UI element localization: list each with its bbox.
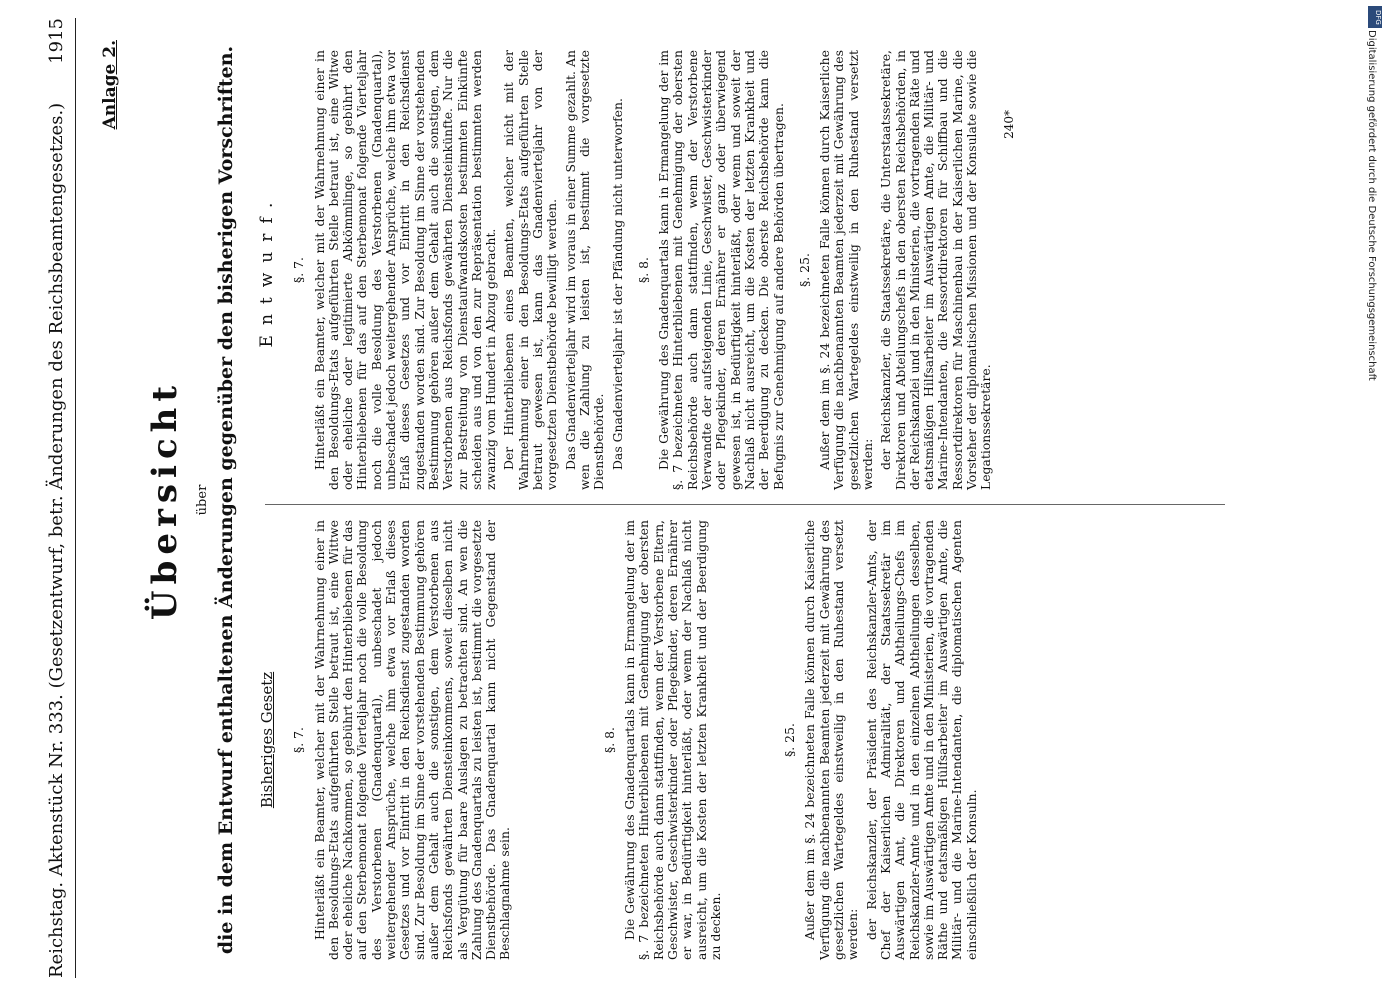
section-7-text: Hinterläßt ein Beamter, welcher mit der Wahrnehmung einer in den Besoldungs-Etats aufgeführten Stelle betraut ist, eine Wittwe oder eheliche Nachkommen, so gebührt den Hinterbliebenen für das auf den Sterbemonat folgende Vierteljahr noch die volle Besoldung des Verstorbenen (Gnadenquartal), unbeschadet jedoch weitergehender Ansprüche, welche ihm etwa vor Erlaß dieses Gesetzes und vor Eintritt in den Reichsdienst zugestanden worden sind. Zur Besoldung im Sinne der vorstehenden Bestimmung gehören außer dem Gehalt auch die sonstigen, dem Verstorbenen aus Reichsfonds gewährten Diensteinkommens, soweit dieselben nicht als Vergütung für baare Auslagen zu betrachten sind. An wen die Zahlung des Gnadenquartals zu leisten ist, bestimmt die vorgesetzte Dienstbehörde. Das Gnadenquartal kann nicht Gegenstand der Beschlagnahme sein. xyxy=(311,520,513,960)
section-7-text-2: Der Hinterbliebenen eines Beamten, welcher nicht mit der Wahrnehmung einer in den Besoldungs-Etats aufgeführten Stelle betraut gewesen ist, kann das Gnadenvierteljahr von der vorgesetzten Dienstbehörde bewilligt werden. xyxy=(501,50,560,490)
annex-label: Anlage 2. xyxy=(100,40,120,130)
section-7-text-4: Das Gnadenvierteljahr ist der Pfändung nicht unterworfen. xyxy=(609,98,625,470)
document-subtitle: die in dem Entwurf enthaltenen Änderungen gegenüber den bisherigen Vorschriften. xyxy=(215,45,237,955)
running-header xyxy=(46,18,76,978)
column-old-law xyxy=(260,520,987,960)
column-divider xyxy=(265,504,1225,505)
section-8-title: §. 8. xyxy=(635,257,651,283)
section-8-text: Die Gewährung des Gnadenquartals kann in Ermangelung der im §. 7 bezeichneten Hinterbliebenen mit Genehmigung der obersten Reichsbehörde auch dann stattfinden, wenn der Verstorbene Verwandte der aufsteigenden Linie, Geschwister, Geschwisterkinder oder Pflegekinder, deren Ernährer er ganz oder überwiegend gewesen ist, in Bedürftigkeit hinterläßt, oder wenn und soweit der Nachlaß nicht ausreicht, um die Kosten der letzten Krankheit und der Beerdigung zu decken. Die oberste Reichsbehörde kann die Befugnis zur Genehmigung auf andere Behörden übertragen. xyxy=(656,50,786,490)
header-year: 1915 xyxy=(46,18,67,64)
title-connector: über xyxy=(195,484,210,516)
section-25-text: Außer dem im §. 24 bezeichneten Falle können durch Kaiserliche Verfügung die nachbenannten Beamten jederzeit mit Gewährung des gesetzlichen Wartegeldes einstweilig in den Ruhestand versetzt werden: xyxy=(802,520,861,960)
section-25-title: §. 25. xyxy=(782,723,798,757)
column-heading-old: Bisheriges Gesetz xyxy=(258,671,276,809)
funding-note: Digitalisierung gefördert durch die Deutsche Forschungsgemeinschaft xyxy=(1366,30,1377,381)
section-25-title: §. 25. xyxy=(796,253,812,287)
header-left: Reichstag. Aktenstück Nr. 333. (Gesetzentwurf, betr. Änderungen des Reichsbeamtengesetzes.) xyxy=(46,102,67,978)
page-number: 240* xyxy=(1001,110,1016,139)
section-7-title: §. 7. xyxy=(291,727,307,753)
section-8-text: Die Gewährung des Gnadenquartals kann in Ermangelung der im §. 7 bezeichneten Hinterbliebenen mit Genehmigung der obersten Reichsbehörde auch dann stattfinden, wenn der Verstorbene Eltern, Geschwister, Geschwisterkinder oder Pflegekinder, deren Ernährer er war, in Bedürftigkeit hinterläßt, oder wenn der Nachlaß nicht ausreicht, um die Kosten der letzten Krankheit und der Beerdigung zu decken. xyxy=(622,520,723,960)
column-draft xyxy=(257,50,1016,490)
column-heading-draft: Entwurf. xyxy=(257,192,277,348)
section-25-text: Außer dem im §. 24 bezeichneten Falle können durch Kaiserliche Verfügung die nachbenannten Beamten jederzeit mit Gewährung des gesetzlichen Wartegeldes einstweilig in den Ruhestand versetzt werden: xyxy=(817,50,875,490)
section-7-text-3: Das Gnadenvierteljahr wird im voraus in einer Summe gezahlt. An wen die Zahlung zu leisten ist, bestimmt die vorgesetzte Dienstbehörde. xyxy=(562,50,607,490)
section-7-text: Hinterläßt ein Beamter, welcher mit der Wahrnehmung einer in den Besoldungs-Etats aufgeführten Stelle betraut ist, eine Witwe oder eheliche oder legitimierte Abkömmlinge, so gebührt den Hinterbliebenen für das auf den Sterbemonat folgende Vierteljahr noch die volle Besoldung des Verstorbenen (Gnadenquartal), unbeschadet jedoch weitergehender Ansprüche, welche ihm etwa vor Erlaß dieses Gesetzes und vor Eintritt in den Reichsdienst zugestanden worden sind. Zur Besoldung im Sinne der vorstehenden Bestimmung gehören außer dem Gehalt auch die sonstigen, dem Verstorbenen aus Reichsfonds gewährten Diensteinkünfte. Nur die zur Bestreitung von Dienstaufwandskosten bestimmten Einkünfte scheiden aus und von den zur Repräsentation bestimmten werden zwanzig vom Hundert in Abzug gebracht. xyxy=(311,50,499,490)
section-8-title: §. 8. xyxy=(601,727,617,753)
section-7-title: §. 7. xyxy=(291,257,307,283)
section-25-list: der Reichskanzler, die Staatssekretäre, die Unterstaatssekretäre, Direktoren und Abteilungschefs in den obersten Reichsbehörden, in der Reichskanzlei und in den Ministerien, die vortragenden Räte und etatsmäßigen Hilfsarbeiter im Auswärtigen Amte, die Militär- und Marine-Intendanten, die Ressortdirektoren für Schiffbau und die Ressortdirektoren für Maschinenbau in der Kaiserlichen Marine, die Vorsteher der diplomatischen Missionen und der Konsulate sowie die Legationssekretäre. xyxy=(878,50,994,490)
document-title: Übersicht xyxy=(145,379,185,621)
dfg-logo: DFG xyxy=(1368,6,1382,28)
section-25-list: der Reichskanzler, der Präsident des Reichskanzler-Amts, der Chef der Kaiserlichen Admiralität, der Staatssekretär im Auswärtigen Amt, die Direktoren und Abtheilungs-Chefs im Reichskanzler-Amte und in den einzelnen Abtheilungen desselben, sowie im Auswärtigen Amte und in den Ministerien, die vortragenden Räthe und etatsmäßigen Hülfsarbeiter im Auswärtigen Amte, die Militär- und die Marine-Intendanten, die diplomatischen Agenten einschließlich der Konsuln. xyxy=(863,520,979,960)
